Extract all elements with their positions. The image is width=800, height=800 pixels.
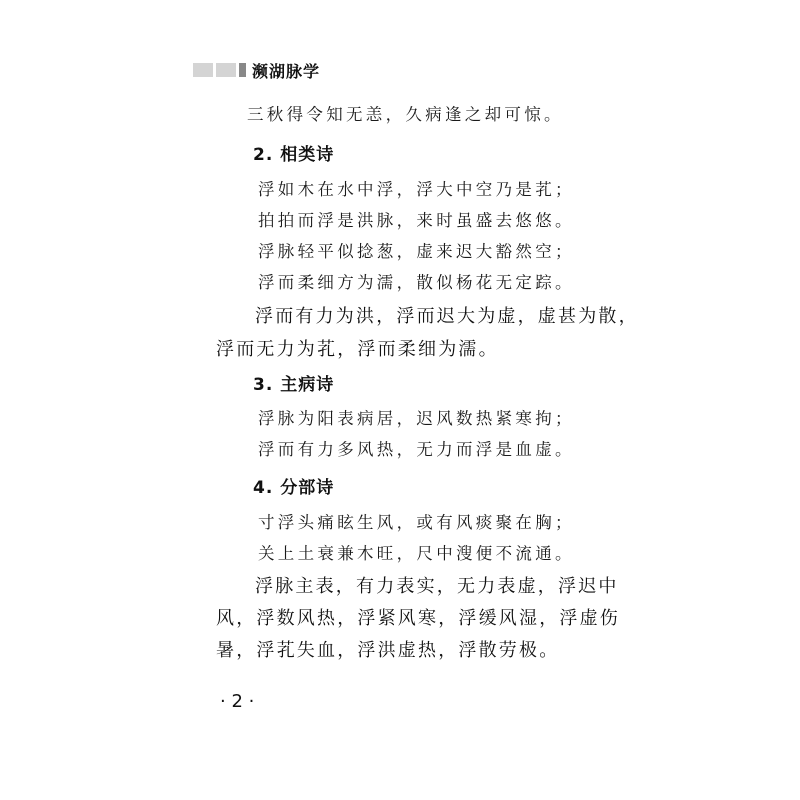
section-heading: 4. 分部诗 [253, 478, 335, 498]
running-header [193, 57, 320, 83]
poem-line: 关上土衰兼木旺，尺中溲便不流通。 [258, 544, 575, 563]
prose-line: 风，浮数风热，浮紧风寒，浮缓风湿，浮虚伤 [216, 608, 620, 629]
poem-line: 拍拍而浮是洪脉，来时虽盛去悠悠。 [258, 211, 575, 230]
prose-line: 浮脉主表，有力表实，无力表虚，浮迟中 [255, 576, 619, 597]
section-heading: 2. 相类诗 [253, 145, 335, 165]
prose-line: 浮而有力为洪，浮而迟大为虚，虚甚为散， [255, 306, 639, 327]
section-heading: 3. 主病诗 [253, 375, 335, 395]
poem-line: 浮而有力多风热，无力而浮是血虚。 [258, 440, 575, 459]
prose-line: 浮而无力为芤，浮而柔细为濡。 [216, 339, 499, 360]
poem-line: 三秋得令知无恙，久病逢之却可惊。 [247, 105, 564, 124]
poem-line: 浮如木在水中浮，浮大中空乃是芤； [258, 180, 575, 199]
header-decoration-bar [239, 63, 246, 77]
poem-line: 浮脉轻平似捻葱，虚来迟大豁然空； [258, 242, 575, 261]
header-decoration-bar [193, 63, 213, 77]
header-decoration-bar [216, 63, 236, 77]
book-title: 濒湖脉学 [252, 61, 321, 81]
poem-line: 浮而柔细方为濡，散似杨花无定踪。 [258, 273, 575, 292]
prose-line: 暑，浮芤失血，浮洪虚热，浮散劳极。 [216, 640, 560, 661]
poem-line: 寸浮头痛眩生风，或有风痰聚在胸； [258, 513, 575, 532]
page-number: · 2 · [220, 691, 255, 712]
poem-line: 浮脉为阳表病居，迟风数热紧寒拘； [258, 409, 575, 428]
